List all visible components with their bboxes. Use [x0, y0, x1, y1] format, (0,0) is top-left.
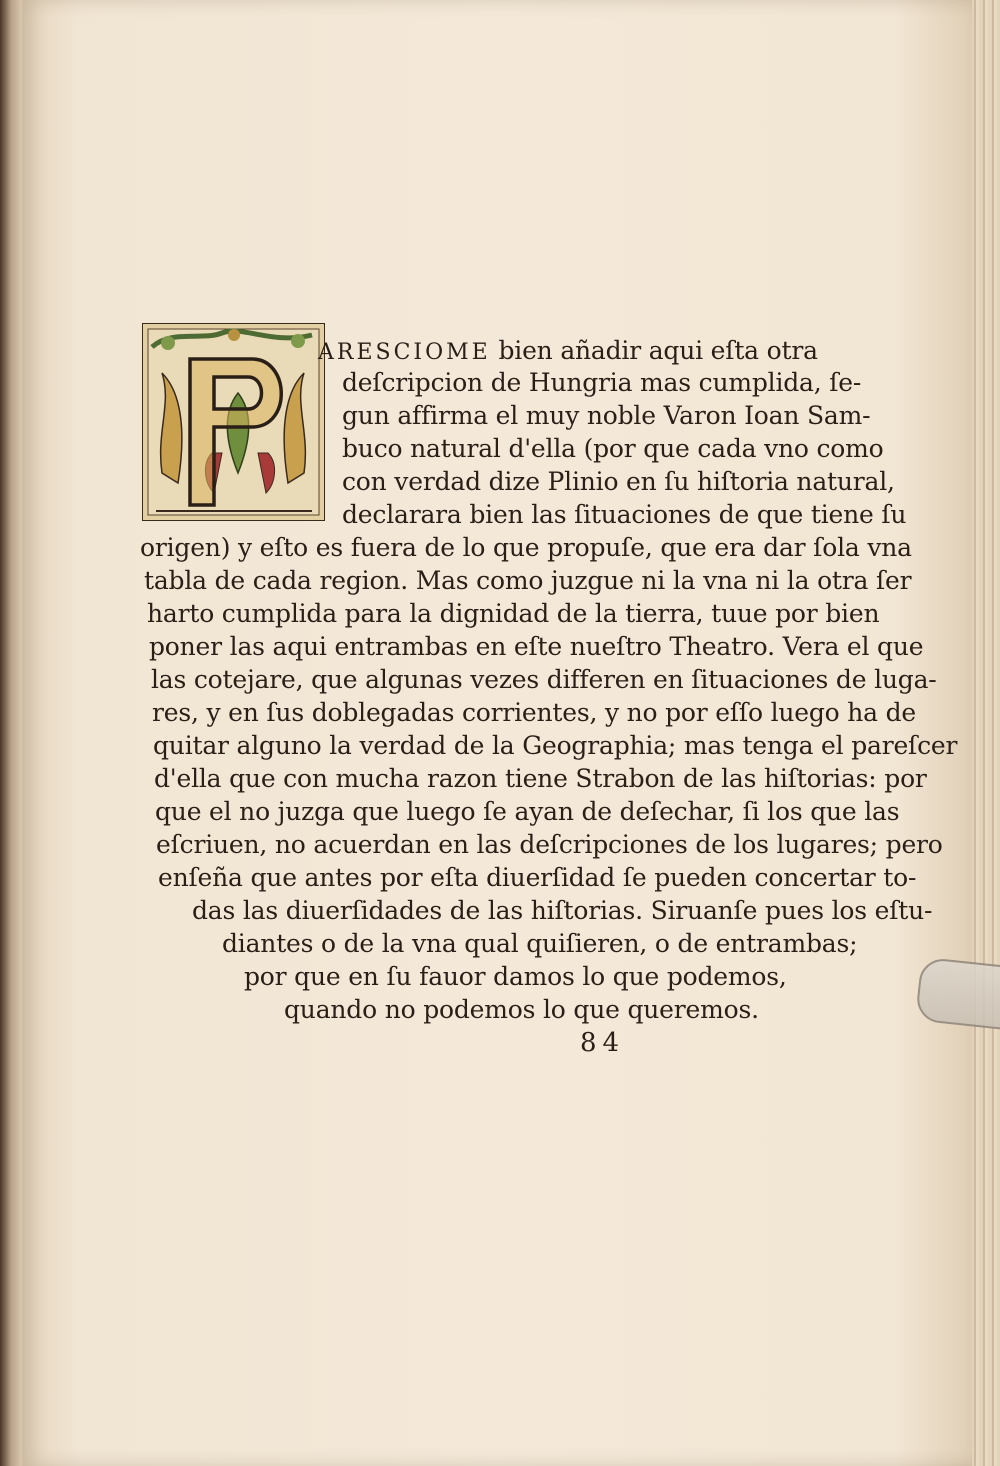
- page-number: 84: [580, 1028, 626, 1058]
- text-line: harto cumplida para la dignidad de la tierra, tuue por bien: [147, 599, 880, 628]
- text-line: gun affirma el muy noble Varon Ioan Sam-: [342, 401, 871, 430]
- text-line-rest: bien añadir aqui eſta otra: [490, 336, 818, 365]
- text-line: d'ella que con mucha razon tiene Strabon de las hiſtorias: por: [154, 764, 927, 793]
- text-line: las cotejare, que algunas vezes differen en ſituaciones de luga-: [151, 665, 937, 694]
- decorated-initial-P: [142, 323, 325, 521]
- text-line: quitar alguno la verdad de la Geographia; mas tenga el pareſcer: [153, 731, 958, 760]
- text-line: deſcripcion de Hungria mas cumplida, ſe-: [342, 368, 862, 397]
- text-line: origen) y eſto es fuera de lo que propuſe, que era dar ſola vna: [140, 533, 912, 562]
- page: [22, 0, 972, 1466]
- text-line: quando no podemos lo que queremos.: [284, 995, 759, 1024]
- text-line: tabla de cada region. Mas como juzgue ni la vna ni la otra ſer: [144, 566, 912, 595]
- text-line: das las diuerſidades de las hiſtorias. Siruanſe pues los eſtu-: [192, 896, 933, 925]
- text-line: [318, 336, 818, 368]
- text-line: que el no juzga que luego ſe ayan de deſechar, ſi los que las: [155, 797, 900, 826]
- opening-word: ARESCIOME: [318, 340, 491, 365]
- text-line: eſcriuen, no acuerdan en las deſcripciones de los lugares; pero: [156, 830, 943, 859]
- text-line: declarara bien las ſituaciones de que tiene ſu: [342, 500, 907, 529]
- text-line: por que en ſu fauor damos lo que podemos,: [244, 962, 787, 991]
- text-line: buco natural d'ella (por que cada vno como: [342, 434, 884, 463]
- text-line: con verdad dize Plinio en ſu hiſtoria natural,: [342, 467, 895, 496]
- body-text: [22, 0, 972, 1466]
- text-line: diantes o de la vna qual quiſieren, o de entrambas;: [222, 929, 858, 958]
- text-line: poner las aqui entrambas en eſte nueſtro Theatro. Vera el que: [149, 632, 924, 661]
- text-line: enſeña que antes por eſta diuerſidad ſe pueden concertar to-: [158, 863, 917, 892]
- text-line: res, y en ſus doblegadas corrientes, y no por eſſo luego ha de: [152, 698, 917, 727]
